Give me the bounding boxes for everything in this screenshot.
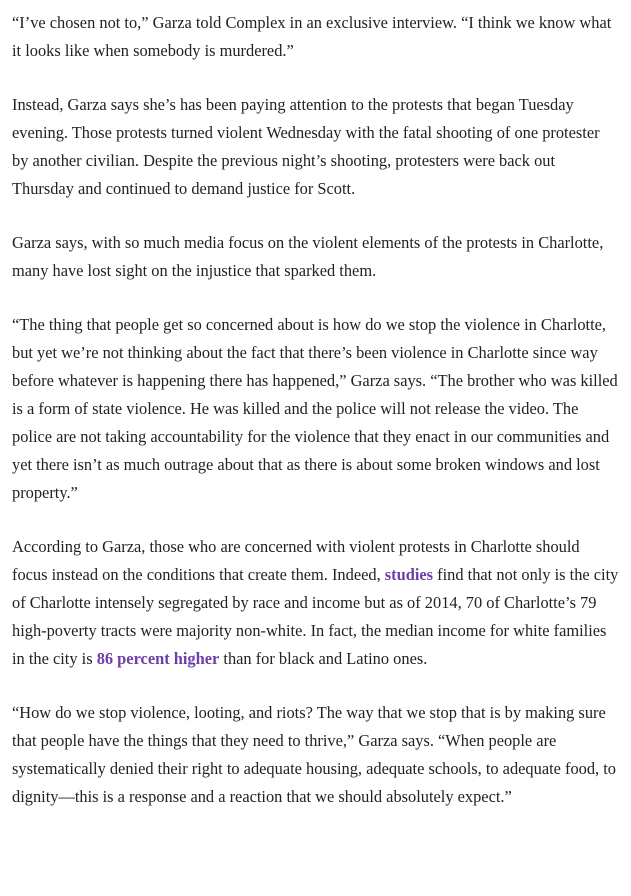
paragraph-5-text-1: According to Garza, those who are concerned with violent protests in Charlotte should focus instead on the conditions that create them. Indeed, <box>12 537 580 584</box>
paragraph-5-text-2: find that not only is the city of Charlotte intensely segregated by race and income but as of 2014, 70 of Charlotte’s 79 high-poverty tracts were majority non-white. In fact, the median income for white families in the city is <box>12 565 619 668</box>
paragraph-2: Instead, Garza says she’s has been paying attention to the protests that began Tuesday evening. Those protests turned violent Wednesday with the fatal shooting of one protester by another civilian. Despite the previous night’s shooting, protesters were back out Thursday and continued to demand justice for Scott. <box>12 95 600 198</box>
article-body <box>0 9 631 811</box>
paragraph-4: “The thing that people get so concerned about is how do we stop the violence in Charlotte, but yet we’re not thinking about the fact that there’s been violence in Charlotte since way before whatever is happening there has happened,” Garza says. “The brother who was killed is a form of state violence. He was killed and the police will not release the video. The police are not taking accountability for the violence that they enact in our communities and yet there isn’t as much outrage about that as there is about some broken windows and lost property.” <box>12 315 618 502</box>
paragraph-6: “How do we stop violence, looting, and riots? The way that we stop that is by making sure that people have the things that they need to thrive,” Garza says. “When people are systematically denied their right to adequate housing, adequate schools, to adequate food, to dignity—this is a response and a reaction that we should absolutely expect.” <box>12 703 617 806</box>
paragraph-5 <box>12 533 619 673</box>
paragraph-3: Garza says, with so much media focus on the violent elements of the protests in Charlotte, many have lost sight on the injustice that sparked them. <box>12 233 604 280</box>
studies-link[interactable]: studies <box>384 565 434 584</box>
paragraph-5-text-3: than for black and Latino ones. <box>219 649 428 668</box>
86-percent-higher-link[interactable]: 86 percent higher <box>96 649 220 668</box>
paragraph-1: “I’ve chosen not to,” Garza told Complex in an exclusive interview. “I think we know what it looks like when somebody is murdered.” <box>12 13 612 60</box>
